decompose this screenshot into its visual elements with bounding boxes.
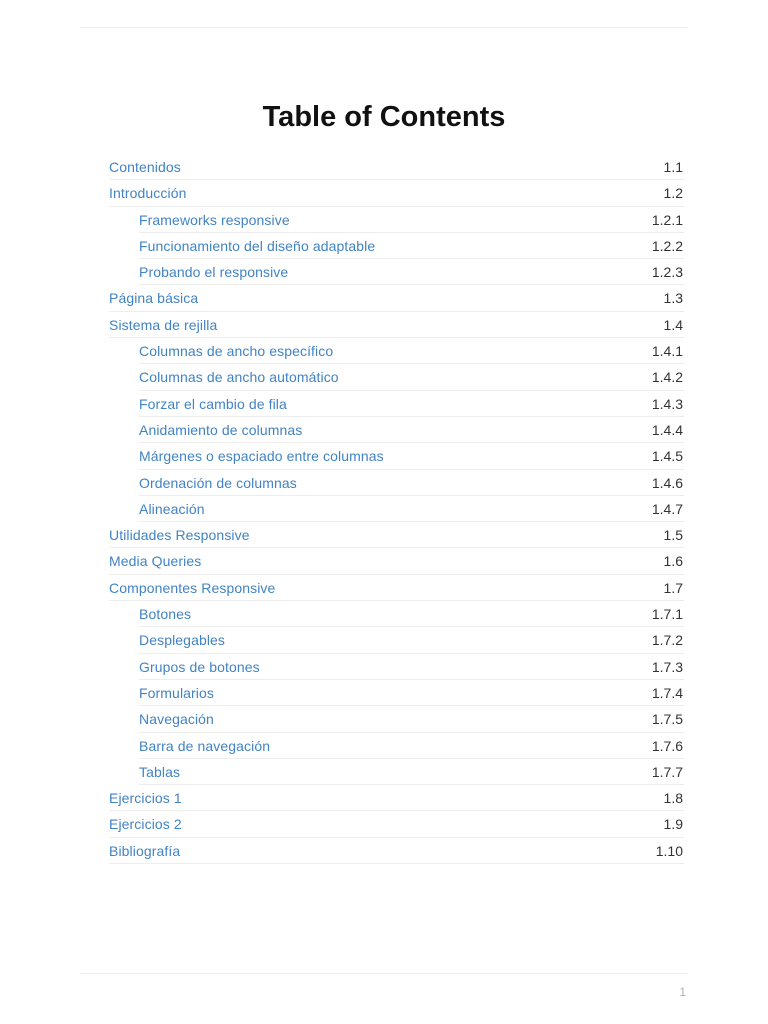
toc-entry-number: 1.7.1 <box>651 606 683 623</box>
toc-entry <box>109 338 684 364</box>
toc-entry-number: 1.4.2 <box>651 369 683 386</box>
toc-entry <box>109 733 684 759</box>
toc-entry-number: 1.7.5 <box>651 711 683 728</box>
toc-entry <box>109 575 684 601</box>
toc-entry <box>109 443 684 469</box>
toc-entry <box>109 785 684 811</box>
toc-entry-number: 1.1 <box>663 159 683 175</box>
toc-entry <box>109 706 684 732</box>
toc-entry-link[interactable]: Funcionamiento del diseño adaptable <box>139 237 376 254</box>
toc-entry-number: 1.10 <box>655 842 683 859</box>
toc-entry <box>109 391 684 417</box>
toc-entry <box>109 601 684 627</box>
toc-entry <box>109 627 684 653</box>
toc-entry <box>109 180 684 206</box>
toc-entry-link[interactable]: Columnas de ancho automático <box>139 369 339 386</box>
toc-entry-divider <box>109 863 684 864</box>
toc-entry-link[interactable]: Ejercicios 2 <box>109 816 182 833</box>
toc-entry <box>109 259 684 285</box>
toc-entry <box>109 364 684 390</box>
toc-entry-link[interactable]: Ejercicios 1 <box>109 790 182 807</box>
toc-entry-link[interactable]: Ordenación de columnas <box>139 474 297 491</box>
toc-entry-link[interactable]: Utilidades Responsive <box>109 527 250 544</box>
toc-entry-number: 1.7.4 <box>651 684 683 701</box>
toc-entry-link[interactable]: Tablas <box>139 763 181 780</box>
toc-entry-number: 1.4.4 <box>651 421 683 438</box>
toc-entry-link[interactable]: Grupos de botones <box>139 658 260 675</box>
page-footer-rule <box>80 973 688 974</box>
toc-entry <box>109 207 684 233</box>
toc-entry-link[interactable]: Alineación <box>139 500 205 517</box>
page-number: 1 <box>679 985 686 999</box>
toc-entry-number: 1.3 <box>663 290 683 307</box>
toc-entry-number: 1.5 <box>663 527 683 544</box>
toc-entry <box>109 811 684 837</box>
toc-entry-number: 1.6 <box>663 553 683 570</box>
toc-entry-link[interactable]: Media Queries <box>109 553 202 570</box>
toc-entry-number: 1.2.1 <box>651 211 683 228</box>
toc-entry-link[interactable]: Márgenes o espaciado entre columnas <box>139 448 384 465</box>
toc-entry-number: 1.2.3 <box>651 264 683 281</box>
toc-entry-number: 1.7 <box>663 579 683 596</box>
toc-entry-link[interactable]: Sistema de rejilla <box>109 316 218 333</box>
toc-entry <box>109 759 684 785</box>
page-header-rule <box>80 27 688 28</box>
toc-entry-link[interactable]: Columnas de ancho específico <box>139 343 334 360</box>
toc-entry-number: 1.8 <box>663 790 683 807</box>
toc-entry <box>109 312 684 338</box>
page-title: Table of Contents <box>262 101 506 133</box>
toc-entry-link[interactable]: Formularios <box>139 684 215 701</box>
toc-entry-number: 1.7.7 <box>651 763 683 780</box>
toc-entry-link[interactable]: Frameworks responsive <box>139 211 290 228</box>
toc-entry-link[interactable]: Introducción <box>109 185 187 202</box>
toc-entry-link[interactable]: Desplegables <box>139 632 226 649</box>
toc-entry-link[interactable]: Página básica <box>109 290 199 307</box>
toc-entry <box>109 496 684 522</box>
toc-entry-link[interactable]: Forzar el cambio de fila <box>139 395 287 412</box>
toc-entry <box>109 285 684 311</box>
toc-entry <box>109 470 684 496</box>
toc-entry-number: 1.9 <box>663 816 683 833</box>
toc-entry-number: 1.4.3 <box>651 395 683 412</box>
toc-entry-number: 1.2.2 <box>651 237 683 254</box>
toc-entry-link[interactable]: Anidamiento de columnas <box>139 421 303 438</box>
toc-entry-number: 1.4.1 <box>651 343 683 360</box>
toc-entry-link[interactable]: Contenidos <box>109 159 181 175</box>
toc-entry <box>109 680 684 706</box>
toc-entry <box>109 417 684 443</box>
toc-entry <box>109 233 684 259</box>
toc-entry-number: 1.7.2 <box>651 632 683 649</box>
toc-entry <box>109 838 684 864</box>
toc-entry-number: 1.4.5 <box>651 448 683 465</box>
toc-entry-link[interactable]: Navegación <box>139 711 214 728</box>
toc-entry-number: 1.4 <box>663 316 683 333</box>
toc-entry-link[interactable]: Probando el responsive <box>139 264 289 281</box>
table-of-contents <box>109 154 684 864</box>
toc-entry-number: 1.4.6 <box>651 474 683 491</box>
toc-entry <box>109 522 684 548</box>
toc-entry-number: 1.2 <box>663 185 683 202</box>
toc-entry-number: 1.7.3 <box>651 658 683 675</box>
toc-entry-link[interactable]: Componentes Responsive <box>109 579 276 596</box>
toc-entry-link[interactable]: Bibliografía <box>109 842 181 859</box>
toc-entry-link[interactable]: Barra de navegación <box>139 737 271 754</box>
toc-entry-number: 1.7.6 <box>651 737 683 754</box>
toc-entry <box>109 654 684 680</box>
toc-entry-link[interactable]: Botones <box>139 606 192 623</box>
toc-entry <box>109 548 684 574</box>
toc-entry-number: 1.4.7 <box>651 500 683 517</box>
toc-entry <box>109 154 684 180</box>
